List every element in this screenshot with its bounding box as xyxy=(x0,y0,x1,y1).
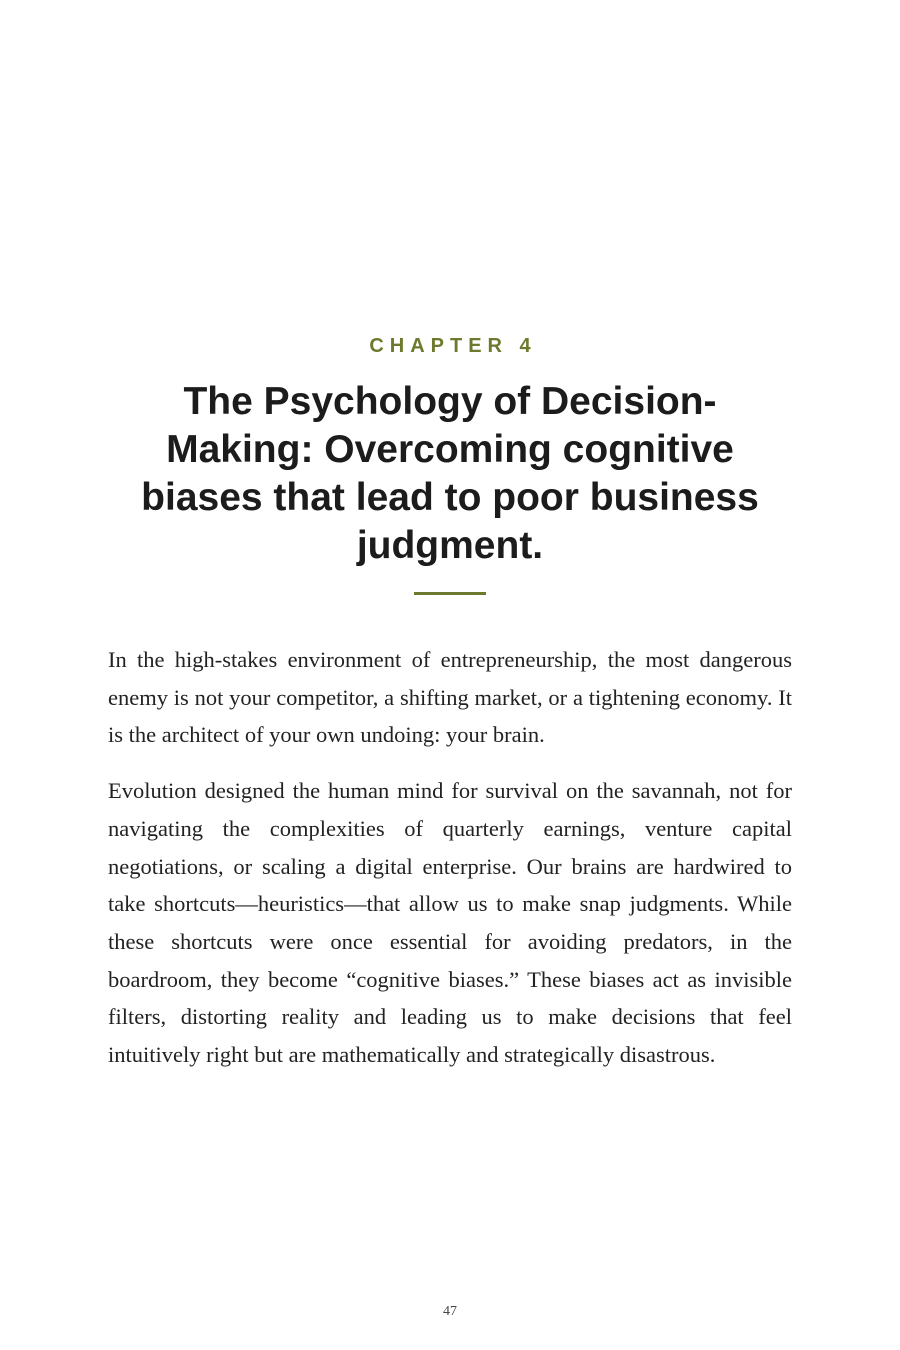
page-number: 47 xyxy=(443,1304,457,1319)
body-paragraph: In the high-stakes environment of entrepreneurship, the most dangerous enemy is not your competitor, a shifting market, or a tightening economy. It is the architect of your own undoing: your brain. xyxy=(108,647,792,748)
chapter-label: CHAPTER 4 xyxy=(369,335,537,357)
title-divider xyxy=(414,592,486,595)
chapter-body xyxy=(108,641,792,1092)
chapter-title: The Psychology of Decision-Making: Overcoming cognitive biases that lead to poor business judgment. xyxy=(141,380,759,567)
body-paragraph: Evolution designed the human mind for survival on the savannah, not for navigating the complexities of quarterly earnings, venture capital negotiations, or scaling a digital enterprise. Our brains are hardwired to take shortcuts—heuristics—that allow us to make snap judgments. While these shortcuts were once essential for avoiding predators, in the boardroom, they become “cognitive biases.” These biases act as invisible filters, distorting reality and leading us to make decisions that feel intuitively right but are mathematically and strategically disastrous. xyxy=(108,778,792,1068)
